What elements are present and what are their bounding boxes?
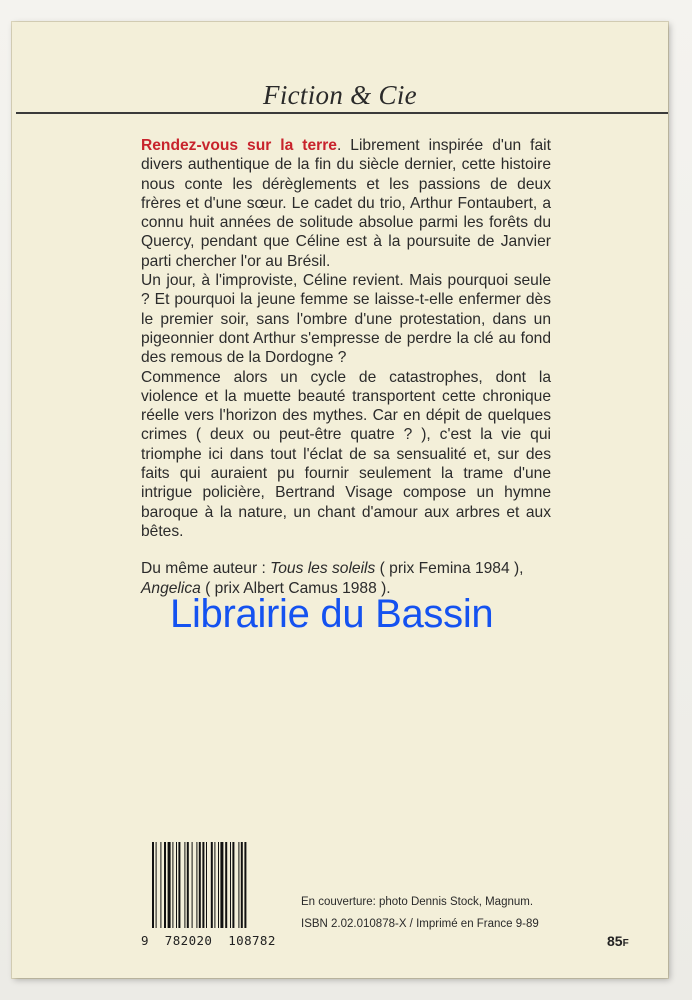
barcode-digits bbox=[141, 933, 281, 948]
price-unit: F bbox=[622, 938, 629, 949]
barcode-group-1: 782020 bbox=[164, 933, 213, 948]
price bbox=[607, 933, 629, 949]
header-rule bbox=[16, 112, 668, 114]
credits bbox=[301, 891, 539, 935]
book-title: Rendez-vous sur la terre bbox=[141, 137, 337, 154]
series-title: Fiction & Cie bbox=[263, 80, 417, 110]
also-by-book-2: Angelica bbox=[141, 579, 201, 597]
also-by-prefix: Du même auteur : bbox=[141, 560, 271, 578]
book-back-cover bbox=[12, 22, 668, 978]
blurb-paragraph-1-text: . Librement inspirée d'un fait divers authentique de la fin du siècle dernier, cette histoire nous conte les dérèglements et les passions de deux frères et d'une sœur. Le cadet du trio, Arthur Fontaubert, a connu huit années de solitude absolue parmi les forêts du Quercy, pendant que Céline est à la poursuite de Janvier parti chercher l'or au Brésil. bbox=[141, 137, 551, 270]
also-by-book-1-prize: ( prix Femina 1984 ), bbox=[375, 560, 524, 578]
blurb-paragraph-3: Commence alors un cycle de catastrophes, dont la violence et la muette beauté transportent cette chronique réelle vers l'horizon des mythes. Car en dépit de quelques crimes ( deux ou peut-être quatre ? ), c'est la vie qui triomphe ici dans tout l'éclat de sa sensualité et, sur des faits qui auraient pu fournir seulement la trame d'une intrigue policière, Bertrand Visage compose un hymne baroque à la nature, un chant d'amour aux arbres et aux bêtes. bbox=[141, 368, 551, 540]
blurb-paragraph-2: Un jour, à l'improviste, Céline revient. Mais pourquoi seule ? Et pourquoi la jeune femme se laisse-t-elle enfermer dès le premier soir, sans l'ombre d'une protestation, dans un pigeonnier dont Arthur s'empresse de perdre la clé au fond des remous de la Dordogne ? bbox=[141, 272, 551, 367]
barcode-group-2: 108782 bbox=[228, 933, 276, 948]
barcode-bars bbox=[152, 842, 278, 940]
blurb-paragraph-1 bbox=[141, 136, 551, 271]
barcode-lead-digit: 9 bbox=[141, 933, 149, 948]
isbn-line: ISBN 2.02.010878-X / Imprimé en France 9-89 bbox=[301, 918, 539, 930]
also-by-book-1: Tous les soleils bbox=[270, 560, 376, 578]
also-by-book-2-prize: ( prix Albert Camus 1988 ). bbox=[200, 579, 391, 597]
cover-credit: En couverture: photo Dennis Stock, Magnum. bbox=[301, 896, 534, 908]
blurb-text bbox=[141, 136, 551, 598]
barcode bbox=[141, 842, 281, 952]
price-amount: 85 bbox=[607, 933, 623, 949]
watermark-text: Librairie du Bassin bbox=[170, 592, 494, 636]
